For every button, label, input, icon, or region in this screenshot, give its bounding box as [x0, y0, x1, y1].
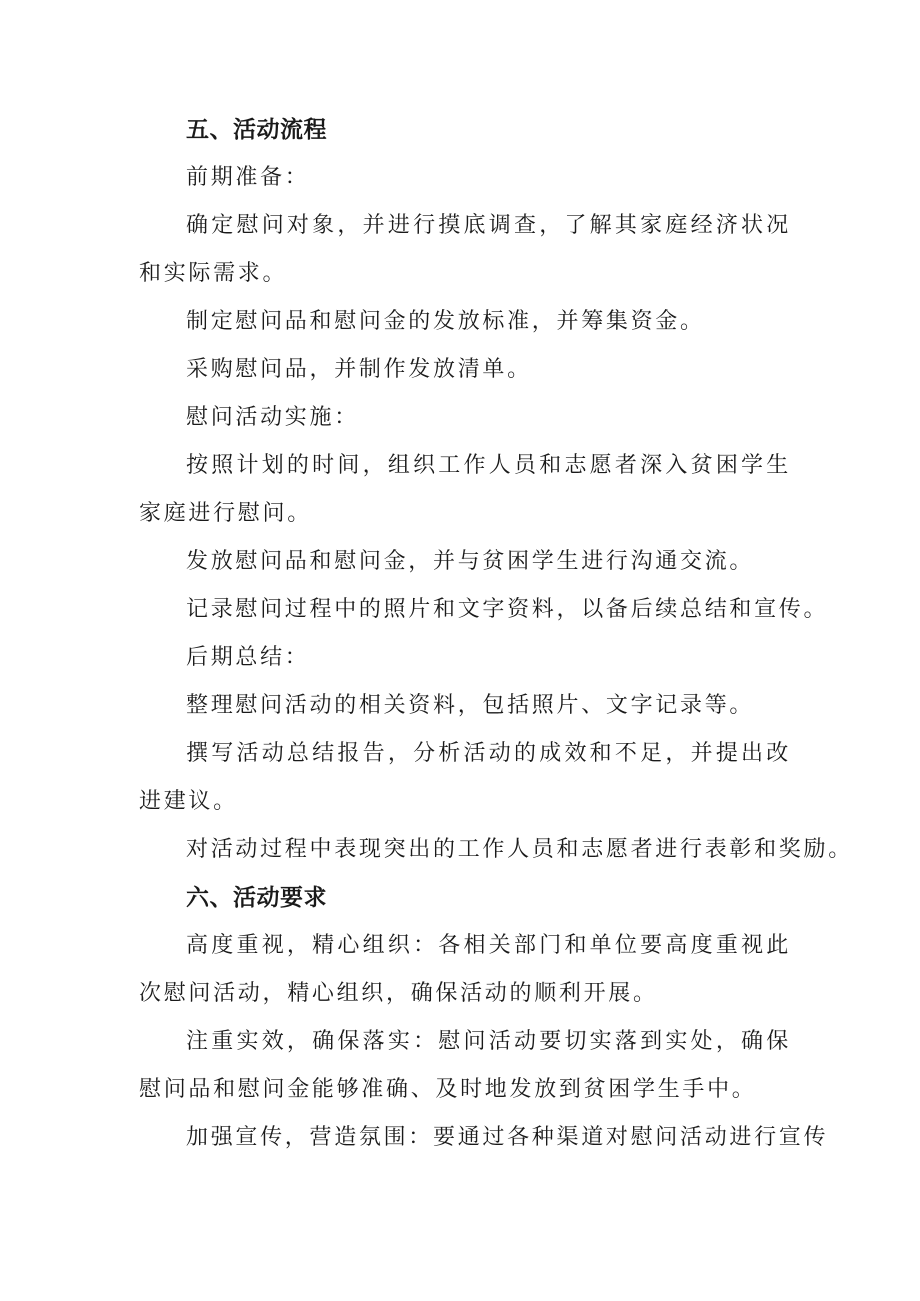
paragraph: 高度重视，精心组织：各相关部门和单位要高度重视此次慰问活动，精心组织，确保活动的顺利开展。: [139, 933, 791, 1006]
paragraph: 发放慰问品和慰问金，并与贫困学生进行沟通交流。: [186, 549, 755, 574]
paragraph: 确定慰问对象，并进行摸底调查，了解其家庭经济状况和实际需求。: [139, 213, 791, 286]
paragraph: 注重实效，确保落实：慰问活动要切实落到实处，确保慰问品和慰问金能够准确、及时地发放到贫困学生手中。: [139, 1029, 791, 1102]
section-heading-requirements: 六、活动要求: [186, 885, 327, 911]
section-heading-process: 五、活动流程: [186, 117, 327, 143]
paragraph: 整理慰问活动的相关资料，包括照片、文字记录等。: [186, 693, 755, 718]
subheading-implementation: 慰问活动实施：: [186, 405, 359, 430]
paragraph: 采购慰问品，并制作发放清单。: [186, 357, 532, 382]
document-body: [139, 106, 853, 1162]
paragraph: 按照计划的时间，组织工作人员和志愿者深入贫困学生家庭进行慰问。: [139, 453, 791, 526]
subheading-summary: 后期总结：: [186, 645, 310, 670]
paragraph: 撰写活动总结报告，分析活动的成效和不足，并提出改进建议。: [139, 741, 791, 814]
subheading-preparation: 前期准备：: [186, 165, 310, 190]
paragraph: 制定慰问品和慰问金的发放标准，并筹集资金。: [186, 309, 705, 334]
paragraph: 记录慰问过程中的照片和文字资料，以备后续总结和宣传。: [186, 597, 829, 622]
paragraph: 加强宣传，营造氛围：要通过各种渠道对慰问活动进行宣传: [186, 1125, 829, 1150]
paragraph: 对活动过程中表现突出的工作人员和志愿者进行表彰和奖励。: [186, 837, 853, 862]
